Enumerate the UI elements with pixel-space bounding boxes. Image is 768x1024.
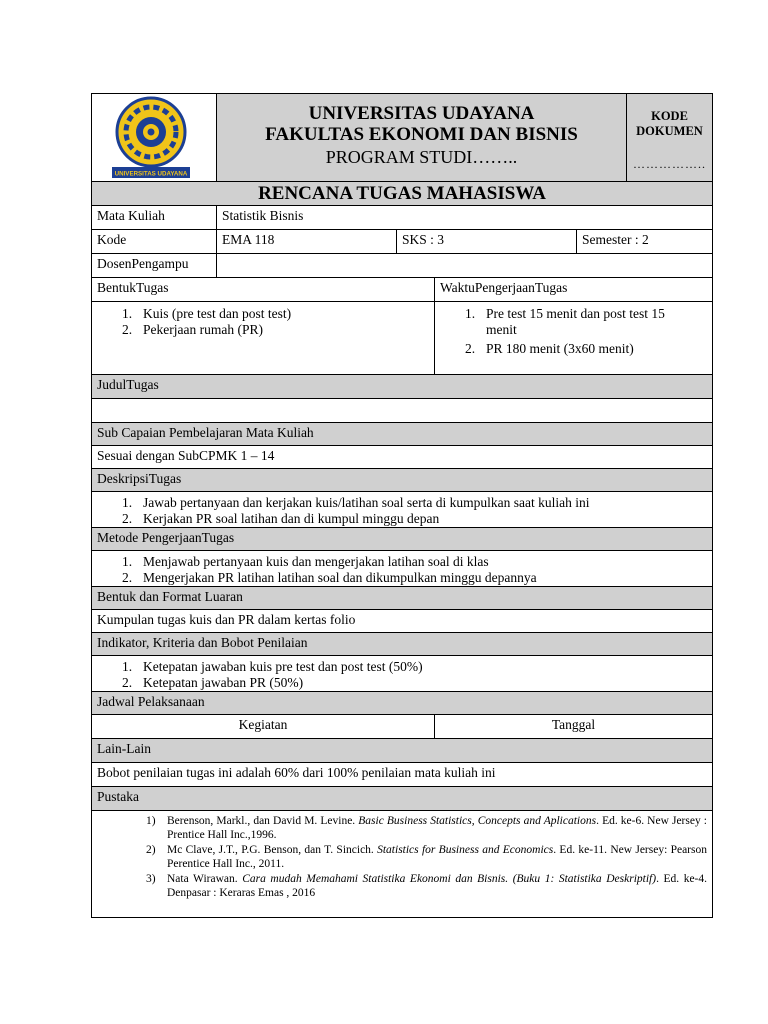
university-name: UNIVERSITAS UDAYANA — [308, 103, 535, 124]
indikator-list — [91, 656, 713, 692]
sub-cpmk-value: Sesuai dengan SubCPMK 1 – 14 — [91, 446, 713, 469]
deskripsi-item: 1. Jawab pertanyaan dan kerjakan kuis/latihan soal serta di kumpulkan saat kuliah ini — [122, 495, 590, 510]
logo-label: UNIVERSITAS UDAYANA — [114, 170, 188, 178]
sks-value: SKS : 3 — [396, 230, 576, 253]
bentuk-tugas-list — [92, 302, 434, 374]
jadwal-col-kegiatan: Kegiatan — [238, 717, 288, 732]
sub-cpmk-label: Sub Capaian Pembelajaran Mata Kuliah — [91, 423, 713, 446]
mata-kuliah-row — [91, 206, 713, 230]
metode-item: 1. Menjawab pertanyaan kuis dan mengerjakan latihan soal di klas — [122, 554, 489, 569]
faculty-name: FAKULTAS EKONOMI DAN BISNIS — [265, 124, 578, 145]
pustaka-ref: 2) Mc Clave, J.T., P.G. Benson, dan T. Sincich. Statistics for Business and Economics. Ed. ke-11. New Jersey: Pearson Perentice Hall Inc., 2011. — [146, 844, 707, 870]
deskripsi-item: 2. Kerjakan PR soal latihan dan di kumpul minggu depan — [122, 511, 440, 526]
metode-label: Metode PengerjaanTugas — [91, 528, 713, 551]
kode-label-line2: DOKUMEN — [636, 124, 703, 138]
pustaka-label: Pustaka — [91, 787, 713, 811]
mata-kuliah-value: Statistik Bisnis — [216, 206, 712, 229]
pustaka-ref: 3) Nata Wirawan. Cara mudah Memahami Statistika Ekonomi dan Bisnis. (Buku 1: Statistika Deskriptif). Ed. ke-4. Denpasar : Keraras Emas , 2016 — [146, 873, 708, 899]
bentuk-tugas-item: 2. Pekerjaan rumah (PR) — [122, 322, 263, 337]
kode-label-line1: KODE — [651, 109, 688, 123]
dosen-row — [91, 254, 713, 278]
form-title: RENCANA TUGAS MAHASISWA — [258, 183, 546, 204]
document — [91, 93, 713, 918]
waktu-item: 2. PR 180 menit (3x60 menit) — [465, 341, 634, 356]
form-title-row — [91, 182, 713, 206]
indikator-label: Indikator, Kriteria dan Bobot Penilaian — [91, 633, 713, 656]
semester-value: Semester : 2 — [576, 230, 712, 253]
bentuk-tugas-label: BentukTugas — [97, 280, 169, 295]
header-row — [91, 93, 713, 182]
luaran-label: Bentuk dan Format Luaran — [91, 587, 713, 610]
dosen-label: DosenPengampu — [97, 256, 189, 271]
judul-tugas-label: JudulTugas — [91, 375, 713, 399]
title-cell — [216, 94, 626, 181]
bentuk-waktu-items-row — [91, 302, 713, 375]
logo-cell — [92, 94, 216, 181]
program-name: PROGRAM STUDI…….. — [325, 147, 518, 167]
jadwal-header-row — [91, 715, 713, 739]
lain-lain-label: Lain-Lain — [91, 739, 713, 763]
indikator-item: 1. Ketepatan jawaban kuis pre test dan post test (50%) — [122, 659, 423, 674]
judul-tugas-value — [91, 399, 713, 423]
waktu-pengerjaan-label: WaktuPengerjaanTugas — [434, 278, 712, 301]
dosen-value — [216, 254, 712, 277]
jadwal-label: Jadwal Pelaksanaan — [91, 692, 713, 715]
waktu-item: 1. Pre test 15 menit dan post test 15 menit — [465, 306, 665, 337]
luaran-value: Kumpulan tugas kuis dan PR dalam kertas folio — [91, 610, 713, 633]
metode-item: 2. Mengerjakan PR latihan latihan soal dan dikumpulkan minggu depannya — [122, 570, 537, 585]
kode-dokumen-cell — [626, 94, 712, 181]
metode-list — [91, 551, 713, 587]
pustaka-ref: 1) Berenson, Markl., dan David M. Levine. Basic Business Statistics, Concepts and Aplications. Ed. ke-6. New Jersey : Prentice Hall Inc.,1996. — [146, 815, 707, 841]
kode-value: …………….. — [633, 157, 706, 171]
deskripsi-label: DeskripsiTugas — [91, 469, 713, 492]
kode-value: EMA 118 — [216, 230, 396, 253]
university-logo-icon — [106, 96, 196, 180]
pustaka-list — [91, 811, 713, 918]
mata-kuliah-label: Mata Kuliah — [97, 208, 165, 223]
waktu-pengerjaan-list — [434, 302, 712, 374]
kode-row — [91, 230, 713, 254]
bentuk-tugas-item: 1. Kuis (pre test dan post test) — [122, 306, 292, 321]
indikator-item: 2. Ketepatan jawaban PR (50%) — [122, 675, 304, 690]
kode-label: Kode — [97, 232, 127, 247]
lain-lain-value: Bobot penilaian tugas ini adalah 60% dari 100% penilaian mata kuliah ini — [91, 763, 713, 787]
deskripsi-list — [91, 492, 713, 528]
bentuk-waktu-header-row — [91, 278, 713, 302]
jadwal-col-tanggal: Tanggal — [434, 715, 712, 738]
